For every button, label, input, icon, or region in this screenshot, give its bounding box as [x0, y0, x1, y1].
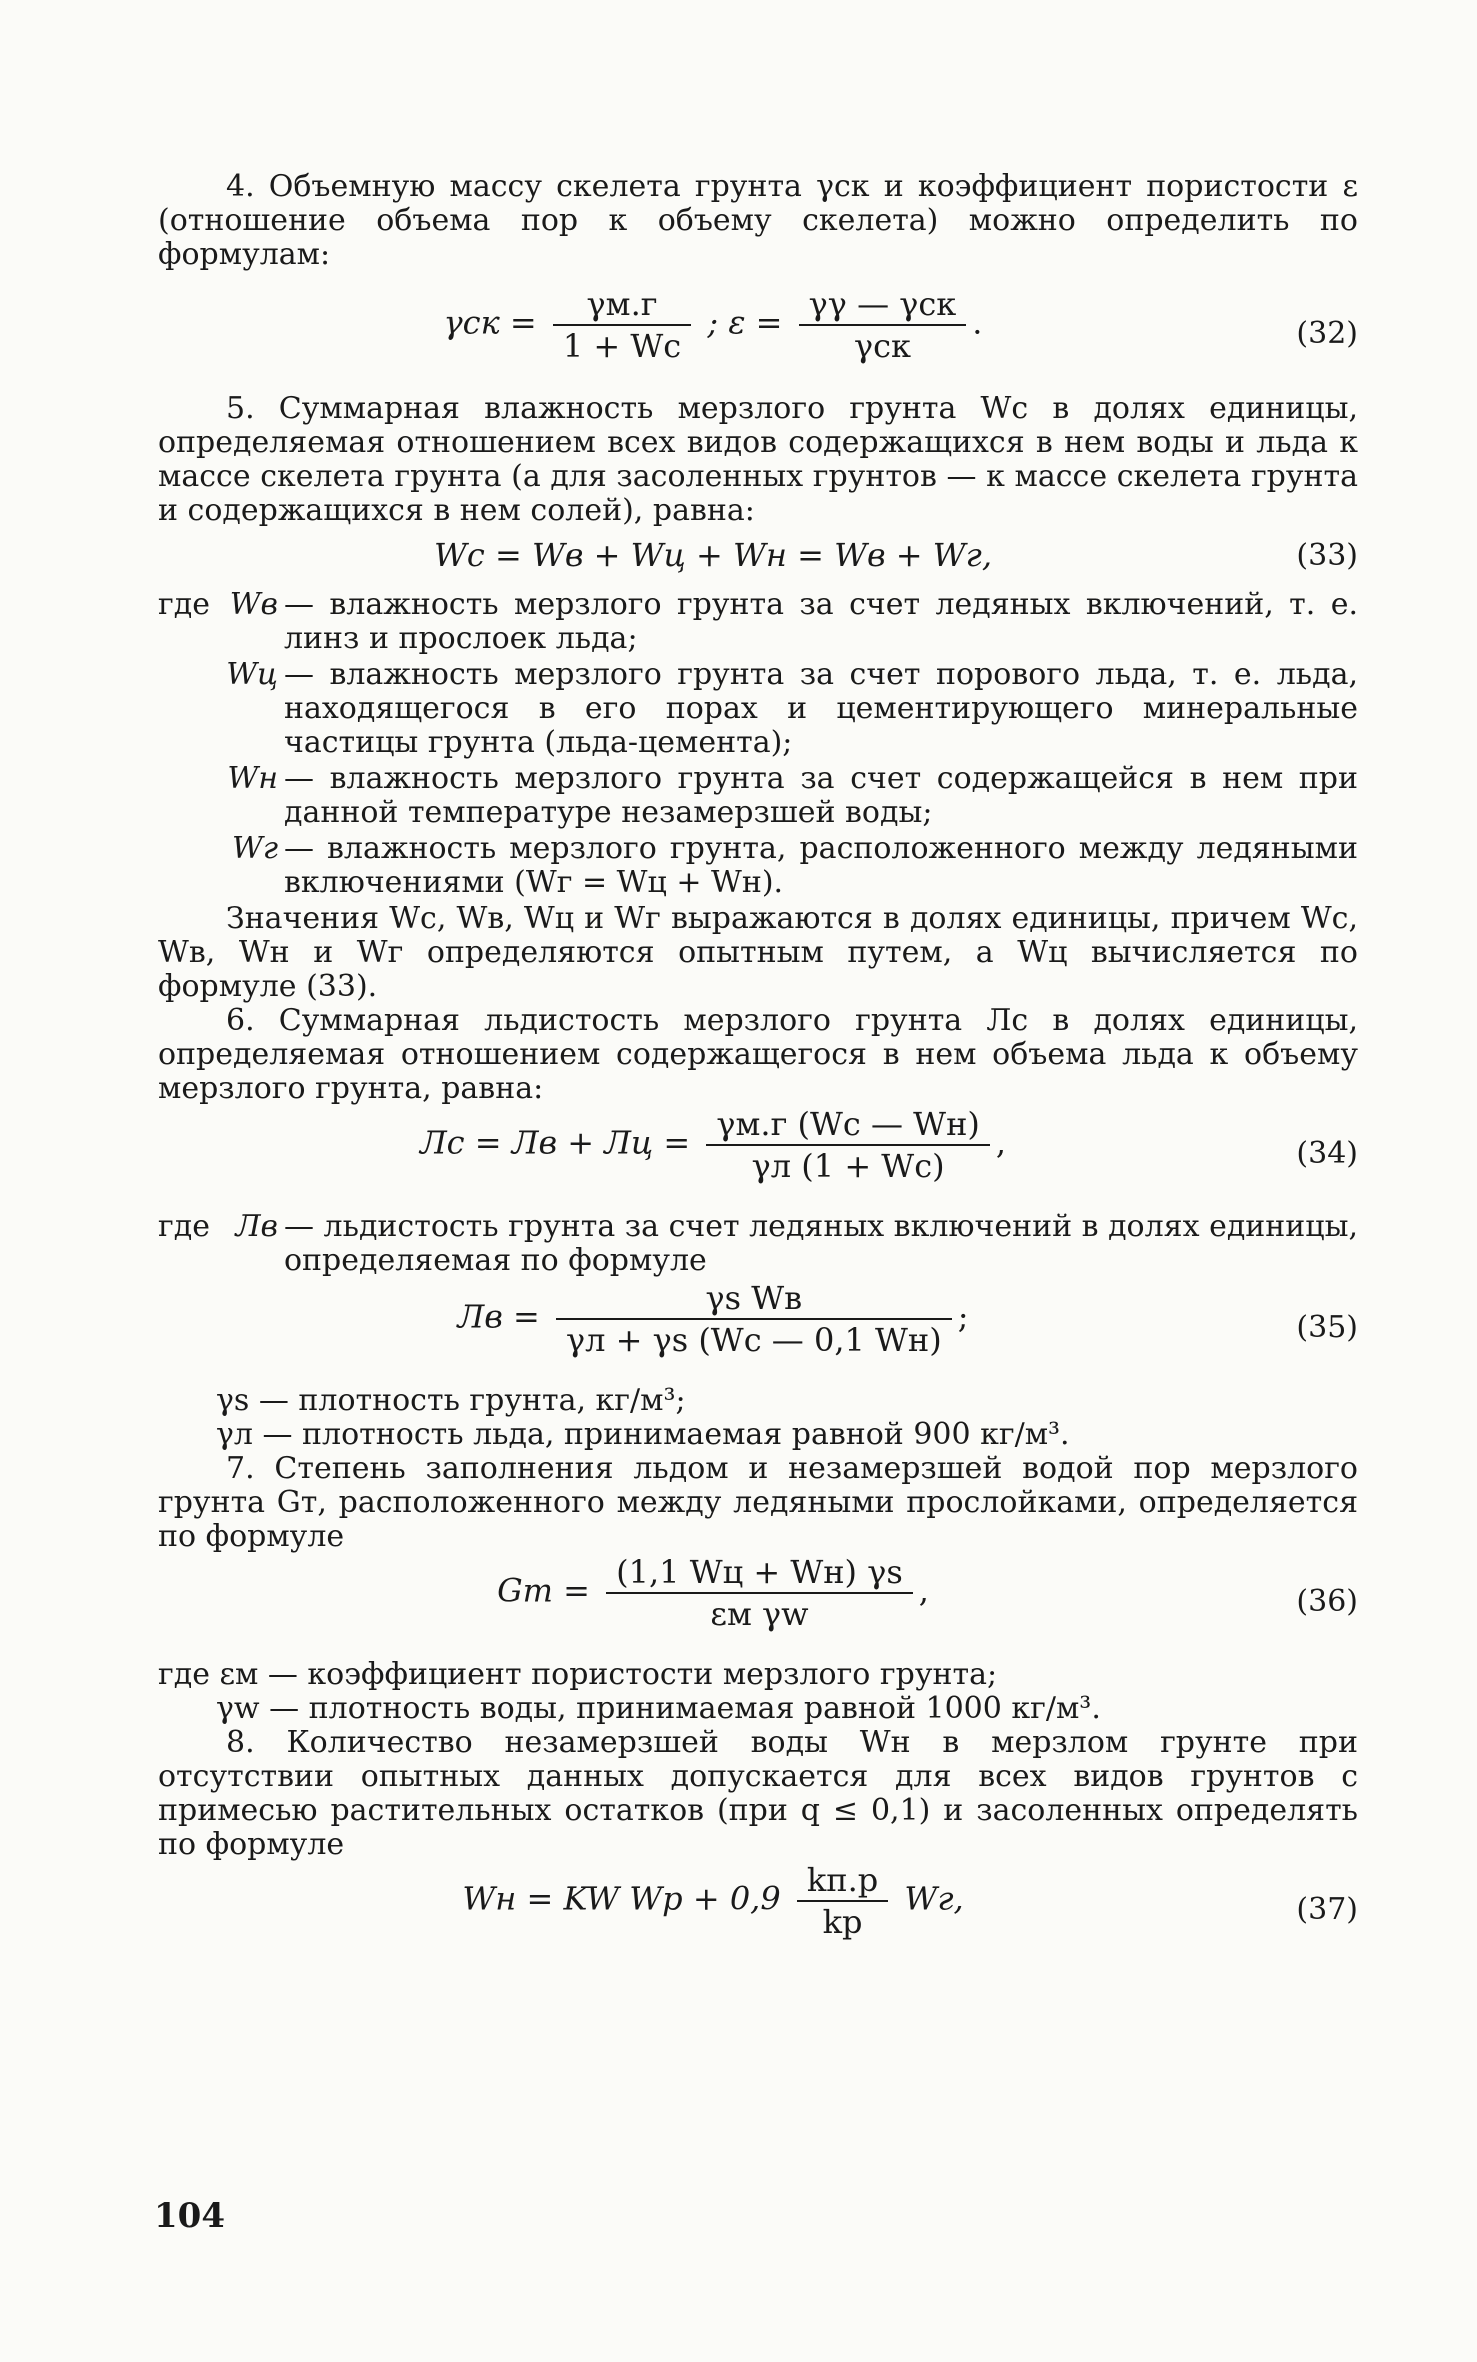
definition-eps-m: где εм — коэффициент пористости мерзлого грунта;: [158, 1657, 998, 1692]
definition-item: где Лв — льдистость грунта за счет ледяных включений в долях единицы, определяемая по формуле: [158, 1209, 1358, 1278]
definitions-33: [158, 588, 1358, 900]
paragraph-5: 5. Суммарная влажность мерзлого грунта Wс в долях единицы, определяемая отношением всех видов содержащихся в нем воды и льда к массе скелета грунта (а для засоленных грунтов — к массе скелета грунта и содержащихся в нем солей), равна:: [158, 391, 1358, 528]
definition-item: Wг — влажность мерзлого грунта, расположенного между ледяными включениями (Wг = Wц + Wн).: [232, 831, 1358, 900]
definition-item: Wн — влажность мерзлого грунта за счет содержащейся в нем при данной температуре незамерзшей воды;: [227, 761, 1358, 830]
formula-34: Лс = Лв + Лц = $\frac{\gamma м.г (Wс — Wн)}{\gamma л (1 + Wс)}$ , (34): [419, 1105, 1358, 1185]
formula-number: (35): [1296, 1310, 1358, 1345]
formula-33: Wс = Wв + Wц + Wн = Wв + Wг, (33): [433, 536, 1358, 574]
paragraph-7: 7. Степень заполнения льдом и незамерзшей водой пор мерзлого грунта Gт, расположенного между ледяными прослойками, определяется по формуле: [158, 1451, 1358, 1554]
formula-number: (34): [1296, 1136, 1358, 1171]
paragraph-8: 8. Количество незамерзшей воды Wн в мерзлом грунте при отсутствии опытных данных допускается для всех видов грунтов с примесью растительных остатков (при q ≤ 0,1) и засоленных определять по формуле: [158, 1725, 1358, 1862]
page-number: 104: [154, 2196, 225, 2236]
definition-item: где Wв — влажность мерзлого грунта за счет ледяных включений, т. е. линз и прослоек льда;: [158, 587, 1358, 656]
formula-36: Gт = $\frac{(1,1 Wц + Wн) \gamma s}{\text{εм γw}}$ , (36): [497, 1553, 1358, 1633]
formula-number: (32): [1296, 316, 1358, 351]
page-content: [158, 170, 1358, 1958]
formula-35: Лв = $\frac{\text{γs Wв}}{\gamma л + \gamma s (Wс — 0,1 Wн)}$ ; (35): [457, 1279, 1358, 1359]
formula-number: (33): [1296, 538, 1358, 573]
formula-32: γск = $\frac{\gamma м.г}{1 + Wс}$ ; ε = $\frac{\text{γγ — γск}}{\text{γск}}$ . (32): [443, 285, 1358, 365]
definition-gamma-l: γл — плотность льда, принимаемая равной 900 кг/м³.: [216, 1417, 1070, 1452]
formula-37: Wн = KW Wр + 0,9 $\frac{kп.р}{kр}$ Wг, (37): [462, 1861, 1358, 1941]
paragraph-6: 6. Суммарная льдистость мерзлого грунта Лс в долях единицы, определяемая отношением содержащегося в нем объема льда к объему мерзлого грунта, равна:: [158, 1003, 1358, 1106]
paragraph-5-values: Значения Wс, Wв, Wц и Wг выражаются в долях единицы, причем Wс, Wв, Wн и Wг определяются опытным путем, а Wц вычисляется по формуле (33).: [158, 901, 1358, 1004]
formula-number: (36): [1296, 1584, 1358, 1619]
definition-item: Wц — влажность мерзлого грунта за счет порового льда, т. е. льда, находящегося в его порах и цементирующего минеральные частицы грунта (льда-цемента);: [226, 657, 1358, 760]
definition-gamma-w: γw — плотность воды, принимаемая равной 1000 кг/м³.: [216, 1691, 1101, 1726]
definition-gamma-s: γs — плотность грунта, кг/м³;: [216, 1383, 686, 1418]
paragraph-4: 4. Объемную массу скелета грунта γск и коэффициент пористости ε (отношение объема пор к объему скелета) можно определить по формулам:: [158, 169, 1358, 272]
formula-number: (37): [1296, 1892, 1358, 1927]
